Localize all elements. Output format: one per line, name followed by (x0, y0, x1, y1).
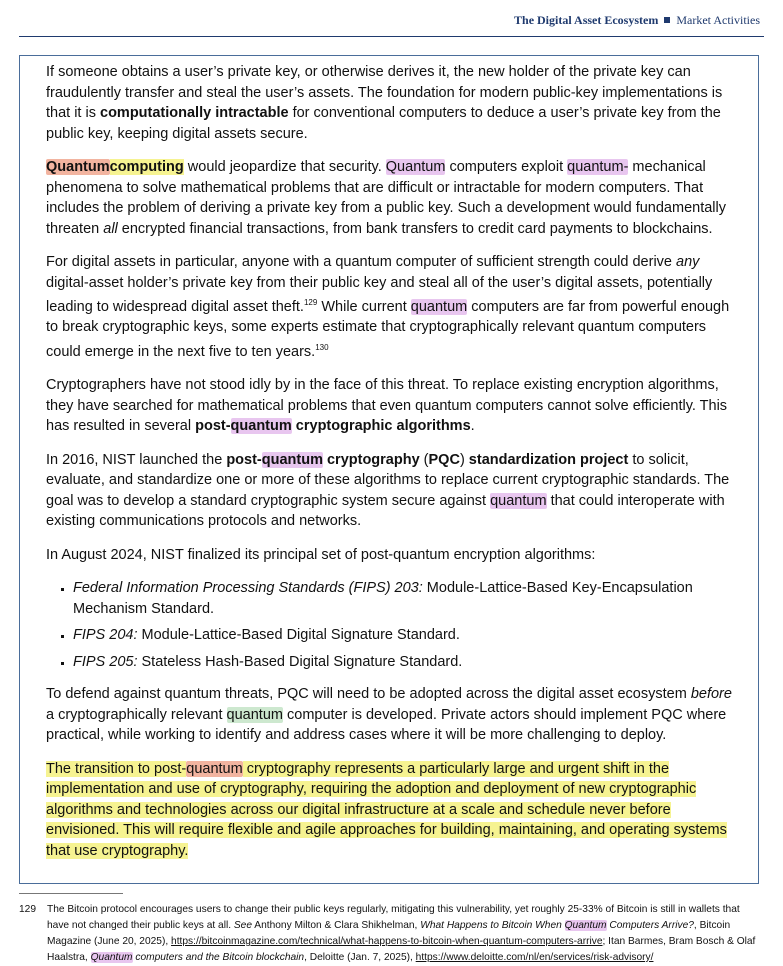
main-text (46, 62, 736, 874)
highlight-term: Quantum (564, 920, 607, 931)
paragraph-4: Cryptographers have not stood idly by in the face of this threat. To replace existing encryption algorithms, they have searched for mathematical problems that even quantum computers cannot solve efficiently. This has resulted in several post-quantum cryptographic algorithms. (46, 377, 728, 435)
footnote-link[interactable]: https://bitcoinmagazine.com/technical/what-happens-to-bitcoin-when-quantum-computers-arrive (171, 936, 603, 947)
list-item: ▪ FIPS 205: Stateless Hash-Based Digital Signature Standard. (73, 652, 736, 673)
fips-list (46, 578, 736, 672)
highlight-term: quantum (226, 706, 283, 723)
highlight-term: quantum (490, 492, 547, 509)
highlight-term: Quantum (90, 952, 133, 963)
paragraph-3: For digital assets in particular, anyone with a quantum computer of sufficient strength could derive any digital-asset holder’s private key from their public key and steal all of the user’s digital assets, potentially leading to widespread digital asset theft.$^{129}$ While current quantum computers are far from powerful enough to break cryptographic keys, some experts estimate that cryptographically relevant quantum computers could emerge in the next five to ten years.$^{130}$ (46, 254, 730, 360)
paragraph-5: In 2016, NIST launched the post-quantum cryptography (PQC) standardization project to solicit, evaluate, and standardize one or more of these algorithms to replace current cryptographic standards. The goal was to develop a standard cryptographic system secure against quantum that could interoperate with existing communications protocols and networks. (46, 451, 730, 530)
paragraph-6: In August 2024, NIST finalized its principal set of post-quantum encryption algorithms: (46, 546, 596, 563)
square-bullet-icon (664, 17, 670, 23)
highlight-term: quantum (261, 451, 323, 468)
highlight-term: computing (109, 159, 184, 175)
highlight-term: Quantum (46, 159, 110, 175)
paragraph-2: Quantumcomputing would jeopardize that security. Quantum computers exploit quantum- mechanical phenomena to solve mathematical problems that are difficult or intractable for modern computers. That includes the problem of deriving a private key from a public key. Such a development would fundamentally threaten all encrypted financial transactions, from bank transfers to credit card payments to blockchains. (46, 159, 726, 237)
paragraph-8: The transition to post-quantum cryptography represents a particularly large and urgent shift in the implementation and use of cryptography, requiring the adoption and deployment of new cryptographic algorithms and technologies across our digital infrastructure at a scale and schedule never before envisioned. This will require flexible and agile approaches for building, maintaining, and operating systems that use cryptography. (46, 760, 727, 859)
footnote-number: 129 (19, 904, 36, 915)
footnote-link[interactable]: https://www.deloitte.com/nl/en/services/risk-advisory/ (415, 952, 654, 963)
highlight-term: quantum- (567, 159, 629, 175)
footnote-text: The Bitcoin protocol encourages users to change their public keys regularly, mitigating this vulnerability, yet roughly 25-33% of Bitcoin is still in wallets that have not changed their public keys at all. See Anthony Milton & Clara Shikhelman, What Happens to Bitcoin When Quantum Computers Arrive?, Bitcoin Magazine (June 20, 2025), https://bitcoinmagazine.com/technical/what-happens-to-bitcoin-when-quantum-computers-arrive; Itan Barmes, Bram Bosch & Olaf Haalstra, Quantum computers and the Bitcoin blockchain, Deloitte (Jan. 7, 2025), https://www.deloitte.com/nl/en/services/risk-advisory/ (47, 904, 756, 963)
highlight-term: quantum (410, 298, 468, 315)
highlight-term: Quantum (385, 159, 446, 175)
footnote (19, 902, 764, 966)
footnote-ref[interactable]: 129 (303, 298, 318, 307)
section-title: Market Activities (676, 13, 760, 27)
running-header (514, 13, 760, 28)
paragraph-1: If someone obtains a user’s private key, or otherwise derives it, the new holder of the private key can fraudulently transfer and steal the user’s assets. The foundation for modern public-key implementations is that it is computationally intractable for conventional computers to deduce a user’s private key from the public key, keeping digital assets secure. (46, 64, 723, 142)
highlight-term: quantum (230, 418, 292, 435)
footnote-rule (19, 893, 123, 894)
list-item: ▪ Federal Information Processing Standards (FIPS) 203: Module-Lattice-Based Key-Encapsulation Mechanism Standard. (73, 578, 736, 619)
document-title: The Digital Asset Ecosystem (514, 13, 659, 27)
footnote-ref[interactable]: 130 (315, 342, 329, 352)
highlight-term: quantum (186, 760, 243, 777)
paragraph-7: To defend against quantum threats, PQC will need to be adopted across the digital asset ecosystem before a cryptographically relevant quantum computer is developed. Private actors should implement PQC where practical, while working to identify and address cases where it will be more challenging to deploy. (46, 686, 732, 744)
header-rule (19, 36, 764, 37)
list-item: ▪ FIPS 204: Module-Lattice-Based Digital Signature Standard. (73, 625, 736, 646)
